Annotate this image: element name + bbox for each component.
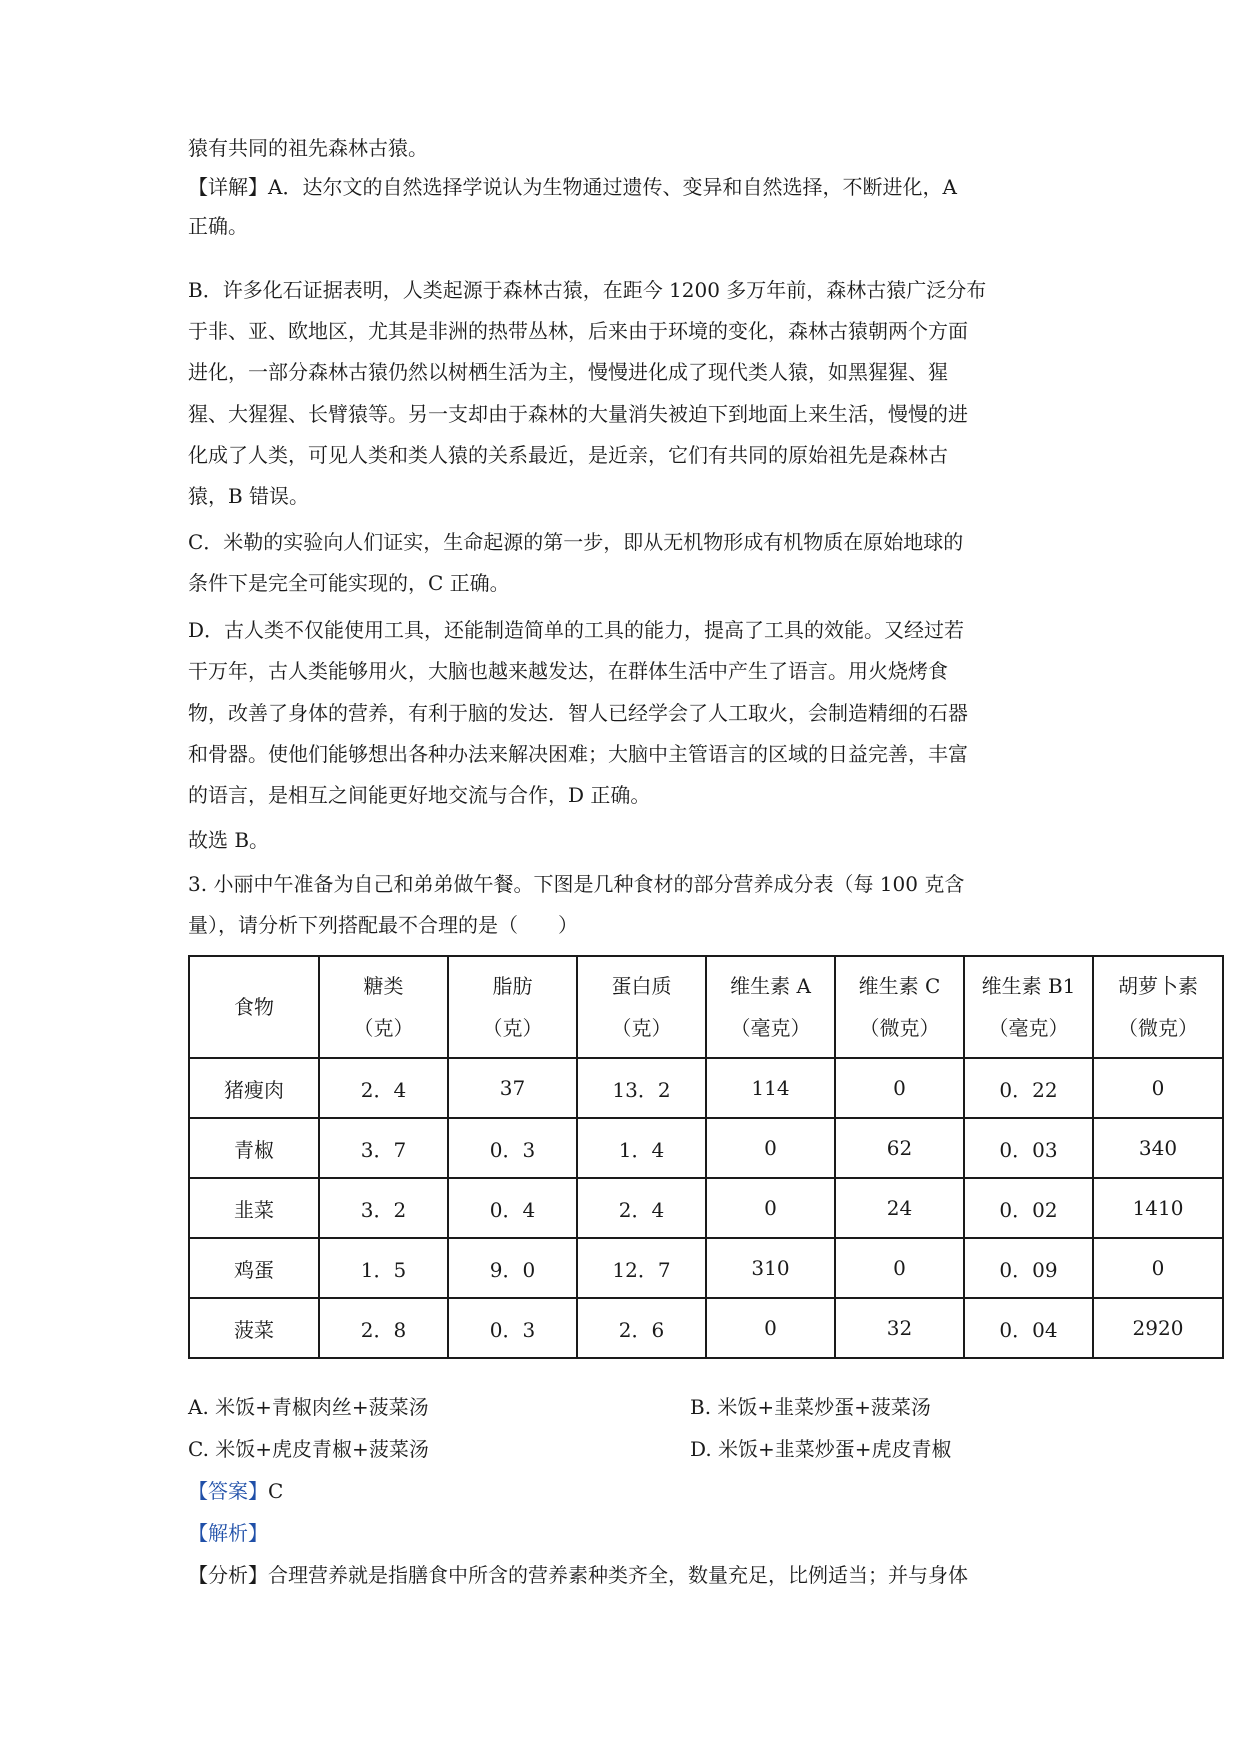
option-d: D. 米饭+韭菜炒蛋+虎皮青椒 (690, 1437, 952, 1461)
question-line: 3. 小丽中午准备为自己和弟弟做午餐。下图是几种食材的部分营养成分表（每 100 克含 (188, 872, 965, 896)
header-unit: （微克） (859, 1016, 940, 1040)
table-row (189, 1298, 1223, 1358)
answer-line (188, 1477, 283, 1505)
header-cell (964, 956, 1093, 1058)
table-cell: 1410 (1093, 1178, 1223, 1238)
table-row (189, 1058, 1223, 1118)
table-cell: 0．3 (448, 1298, 577, 1358)
header-cell (189, 956, 319, 1058)
table-cell: 310 (706, 1238, 835, 1298)
header-cell (577, 956, 706, 1058)
header-unit: （克） (353, 1016, 414, 1040)
option-c: C. 米饭+虎皮青椒+菠菜汤 (188, 1437, 429, 1461)
table-cell: 9．0 (448, 1238, 577, 1298)
table-cell: 62 (835, 1118, 964, 1178)
table-cell: 0 (706, 1298, 835, 1358)
table-cell: 0 (706, 1118, 835, 1178)
option-a: A. 米饭+青椒肉丝+菠菜汤 (188, 1395, 429, 1419)
table-cell: 0．04 (964, 1298, 1093, 1358)
analysis-line (188, 1561, 968, 1589)
header-unit: （微克） (1118, 1016, 1198, 1040)
header-name: 糖类 (363, 974, 404, 998)
header-name: 维生素 B1 (981, 974, 1076, 998)
table-cell: 1．5 (319, 1238, 448, 1298)
table-cell: 0 (706, 1178, 835, 1238)
table-cell: 37 (448, 1058, 577, 1118)
header-name: 维生素 C (858, 974, 941, 998)
option-b: B. 米饭+韭菜炒蛋+菠菜汤 (690, 1395, 931, 1419)
answer-label: 【答案】 (188, 1479, 268, 1503)
table-cell: 3．2 (319, 1178, 448, 1238)
header-name: 脂肪 (492, 974, 533, 998)
paragraph-line: 条件下是完全可能实现的，C 正确。 (188, 571, 510, 595)
paragraph-line: 猩、大猩猩、长臂猿等。另一支却由于森林的大量消失被迫下到地面上来生活，慢慢的进 (188, 402, 968, 426)
paragraph-line: C．米勒的实验向人们证实，生命起源的第一步，即从无机物形成有机物质在原始地球的 (188, 530, 964, 554)
table-cell: 青椒 (189, 1118, 319, 1178)
table-header-row (189, 956, 1223, 1058)
question-line: 量），请分析下列搭配最不合理的是（ ） (188, 913, 578, 937)
table-cell: 2920 (1093, 1298, 1223, 1358)
header-cell (706, 956, 835, 1058)
header-cell (1093, 956, 1223, 1058)
table-cell: 2．8 (319, 1298, 448, 1358)
analysis-label: 【分析】 (188, 1563, 268, 1587)
table-cell: 0 (835, 1058, 964, 1118)
table-cell: 2．4 (319, 1058, 448, 1118)
table-row (189, 1118, 1223, 1178)
table-cell: 鸡蛋 (189, 1238, 319, 1298)
header-name: 蛋白质 (611, 974, 672, 998)
table-cell: 24 (835, 1178, 964, 1238)
table-cell: 菠菜 (189, 1298, 319, 1358)
header-cell (448, 956, 577, 1058)
table-cell: 0．3 (448, 1118, 577, 1178)
table-cell: 0 (835, 1238, 964, 1298)
table-cell: 0．22 (964, 1058, 1093, 1118)
table-cell: 2．4 (577, 1178, 706, 1238)
header-name: 食物 (234, 995, 274, 1019)
paragraph-line: D．古人类不仅能使用工具，还能制造简单的工具的能力，提高了工具的效能。又经过若 (188, 618, 965, 642)
paragraph-line: 的语言，是相互之间能更好地交流与合作，D 正确。 (188, 783, 651, 807)
paragraph-line: B．许多化石证据表明，人类起源于森林古猿，在距今 1200 多万年前，森林古猿广泛分布 (188, 278, 987, 302)
analysis-text: 合理营养就是指膳食中所含的营养素种类齐全，数量充足，比例适当；并与身体 (268, 1563, 968, 1587)
paragraph-line: 于非、亚、欧地区，尤其是非洲的热带丛林，后来由于环境的变化，森林古猿朝两个方面 (188, 319, 968, 343)
table-row (189, 1238, 1223, 1298)
paragraph-line: 故选 B。 (188, 828, 270, 852)
table-cell: 0 (1093, 1238, 1223, 1298)
table-cell: 0．09 (964, 1238, 1093, 1298)
analysis-label: 【解析】 (188, 1521, 268, 1545)
table-cell: 12．7 (577, 1238, 706, 1298)
table-row (189, 1178, 1223, 1238)
table-cell: 2．6 (577, 1298, 706, 1358)
header-unit: （毫克） (988, 1016, 1069, 1040)
paragraph-line: 物，改善了身体的营养，有利于脑的发达．智人已经学会了人工取火，会制造精细的石器 (188, 701, 968, 725)
table-cell: 猪瘦肉 (189, 1058, 319, 1118)
header-unit: （毫克） (730, 1016, 811, 1040)
header-cell (319, 956, 448, 1058)
paragraph-line: 猿有共同的祖先森林古猿。 (188, 136, 428, 160)
paragraph-line: 猿，B 错误。 (188, 484, 310, 508)
table-cell: 340 (1093, 1118, 1223, 1178)
answer-value: C (268, 1479, 284, 1503)
table-cell: 0．03 (964, 1118, 1093, 1178)
table-cell: 114 (706, 1058, 835, 1118)
header-name: 胡萝卜素 (1118, 974, 1198, 998)
table-cell: 32 (835, 1298, 964, 1358)
table-cell: 13．2 (577, 1058, 706, 1118)
table-cell: 0．02 (964, 1178, 1093, 1238)
table-cell: 1．4 (577, 1118, 706, 1178)
header-cell (835, 956, 964, 1058)
paragraph-line: 【详解】A．达尔文的自然选择学说认为生物通过遗传、变异和自然选择，不断进化，A (188, 175, 957, 199)
header-name: 维生素 A (730, 974, 811, 998)
table-cell: 韭菜 (189, 1178, 319, 1238)
table-cell: 3．7 (319, 1118, 448, 1178)
paragraph-line: 化成了人类，可见人类和类人猿的关系最近，是近亲，它们有共同的原始祖先是森林古 (188, 443, 948, 467)
header-unit: （克） (482, 1016, 543, 1040)
header-unit: （克） (611, 1016, 672, 1040)
paragraph-line: 和骨器。使他们能够想出各种办法来解决困难；大脑中主管语言的区域的日益完善，丰富 (188, 742, 968, 766)
table-cell: 0 (1093, 1058, 1223, 1118)
nutrition-table (188, 955, 1224, 1359)
paragraph-line: 干万年，古人类能够用火，大脑也越来越发达，在群体生活中产生了语言。用火烧烤食 (188, 659, 948, 683)
paragraph-line: 正确。 (188, 214, 248, 238)
paragraph-line: 进化，一部分森林古猿仍然以树栖生活为主，慢慢进化成了现代类人猿，如黑猩猩、猩 (188, 360, 948, 384)
table-cell: 0．4 (448, 1178, 577, 1238)
